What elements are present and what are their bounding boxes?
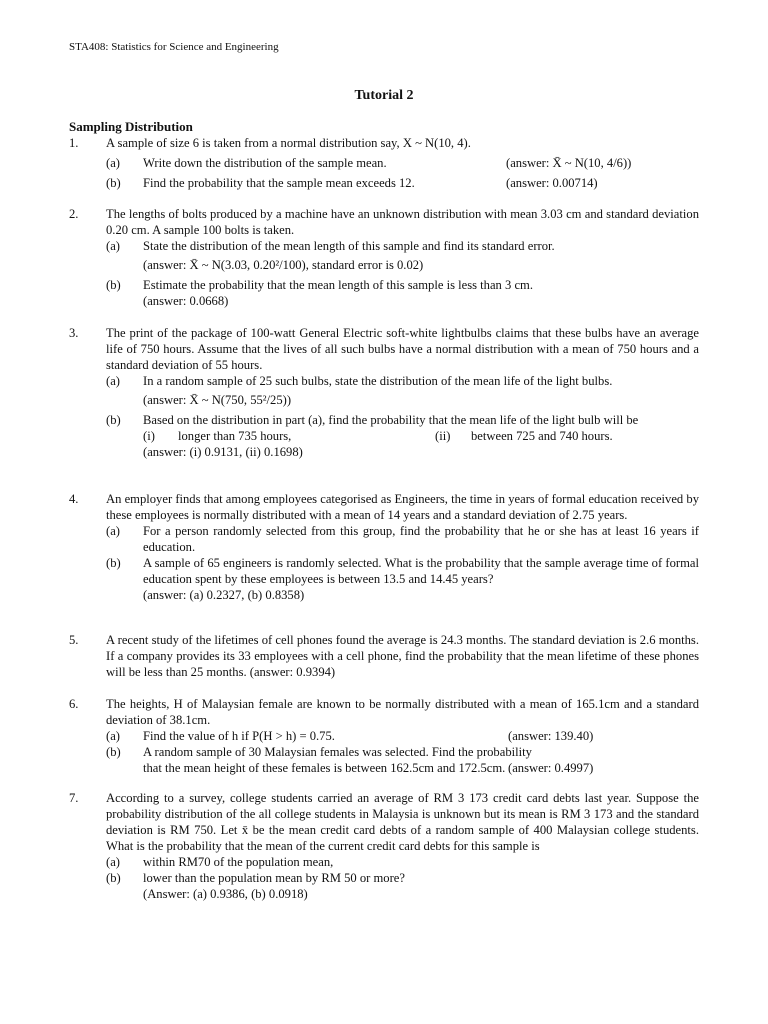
part-b: (b) Estimate the probability that the mean length of this sample is less than 3 cm. bbox=[106, 278, 533, 292]
part-b-text: A random sample of 30 Malaysian females was selected. Find the probability that the mean height of these females is between 162.5cm and 172.5cm. bbox=[143, 745, 532, 775]
question-text: The heights, H of Malaysian female are known to be normally distributed with a mean of 165.1cm and a standard deviation of 38.1cm. bbox=[106, 697, 699, 727]
question-6 bbox=[69, 696, 699, 776]
part-b: (b) A random sample of 30 Malaysian females was selected. Find the probability that the mean height of these females is between 162.5cm and 172.5cm. (answer: 0.4997) bbox=[106, 745, 594, 775]
part-b: (b) lower than the population mean by RM 50 or more? bbox=[106, 871, 405, 885]
part-a: (a) Write down the distribution of the sample mean. (answer: X̄ ~ N(10, 4/6)) bbox=[106, 156, 632, 170]
question-7 bbox=[69, 790, 699, 902]
course-header: STA408: Statistics for Science and Engineering bbox=[69, 41, 279, 53]
part-a-text: In a random sample of 25 such bulbs, state the distribution of the mean life of the light bulbs. bbox=[143, 374, 613, 388]
part-a-answer: (answer: X̄ ~ N(750, 55²/25)) bbox=[143, 393, 292, 407]
part-a: (a) within RM70 of the population mean, bbox=[106, 855, 334, 869]
part-b-subparts: (i) longer than 735 hours, (ii) between 725 and 740 hours. bbox=[143, 429, 613, 443]
subpart-i-text: longer than 735 hours, bbox=[178, 429, 292, 443]
question-text: According to a survey, college students carried an average of RM 3 173 credit card debts last year. Suppose the probability distribution of the all college students in Malaysia is unknown but its mean is RM 3 173 and the standard deviation is RM 750. Let x̄ be the mean credit card debts of a random sample of 400 Malaysian college students. What is the probability that the mean of the current credit card debts for this sample is bbox=[106, 791, 699, 853]
question-2 bbox=[69, 206, 699, 309]
question-number: 6. bbox=[69, 697, 79, 711]
part-a-text: Find the value of h if P(H > h) = 0.75. bbox=[143, 729, 335, 743]
question-number: 5. bbox=[69, 633, 79, 647]
part-a: (a) State the distribution of the mean length of this sample and find its standard error. bbox=[106, 239, 555, 253]
part-a-answer: (answer: X̄ ~ N(10, 4/6)) bbox=[506, 156, 632, 170]
part-b: (b) Find the probability that the sample mean exceeds 12. (answer: 0.00714) bbox=[106, 176, 598, 190]
part-a: (a) In a random sample of 25 such bulbs, state the distribution of the mean life of the light bulbs. bbox=[106, 374, 613, 388]
section-heading: Sampling Distribution bbox=[69, 119, 193, 134]
part-b-text: Based on the distribution in part (a), find the probability that the mean life of the light bulb will be bbox=[143, 413, 639, 427]
part-b-answer: (answer: 0.4997) bbox=[508, 761, 594, 775]
question-number: 4. bbox=[69, 492, 79, 506]
part-b-text: Estimate the probability that the mean length of this sample is less than 3 cm. bbox=[143, 278, 533, 292]
part-b-text: lower than the population mean by RM 50 or more? bbox=[143, 871, 405, 885]
question-number: 1. bbox=[69, 136, 79, 150]
answer: (answer: (a) 0.2327, (b) 0.8358) bbox=[143, 588, 305, 602]
question-number: 3. bbox=[69, 326, 79, 340]
question-text: The print of the package of 100-watt General Electric soft-white lightbulbs claims that these bulbs have an average life of 750 hours. Assume that the lives of all such bulbs have a normal distribution with a mean of 750 hours and a standard deviation of 55 hours. bbox=[106, 326, 699, 372]
part-b-text: A sample of 65 engineers is randomly selected. What is the probability that the sample average time of formal education spent by these employees is between 13.5 and 14.45 years? bbox=[143, 556, 699, 586]
part-a: (a) Find the value of h if P(H > h) = 0.75. (answer: 139.40) bbox=[106, 729, 594, 743]
question-1 bbox=[69, 135, 699, 191]
part-b-answer: (answer: (i) 0.9131, (ii) 0.1698) bbox=[143, 445, 303, 459]
part-b-answer: (answer: 0.00714) bbox=[506, 176, 598, 190]
question-number: 7. bbox=[69, 791, 79, 805]
part-a: (a) For a person randomly selected from this group, find the probability that he or she has at least 16 years if education. bbox=[106, 524, 699, 554]
question-4 bbox=[69, 491, 699, 603]
question-text: An employer finds that among employees categorised as Engineers, the time in years of formal education received by these employees is normally distributed with a mean of 14 years and a standard deviation of 2.75 years. bbox=[106, 492, 699, 522]
part-b-text: Find the probability that the sample mean exceeds 12. bbox=[143, 176, 415, 190]
part-b: (b) A sample of 65 engineers is randomly selected. What is the probability that the sample average time of formal education spent by these employees is between 13.5 and 14.45 years? bbox=[106, 556, 699, 586]
part-a-text: For a person randomly selected from this group, find the probability that he or she has at least 16 years if education. bbox=[143, 524, 699, 554]
question-text: A sample of size 6 is taken from a normal distribution say, X ~ N(10, 4). bbox=[106, 136, 471, 150]
question-text: A recent study of the lifetimes of cell phones found the average is 24.3 months. The standard deviation is 2.6 months. If a company provides its 33 employees with a cell phone, find the probability that the mean lifetime of these phones will be less than 25 months. (answer: 0.9394) bbox=[106, 633, 699, 679]
subpart-ii-text: between 725 and 740 hours. bbox=[471, 429, 613, 443]
part-b-answer: (answer: 0.0668) bbox=[143, 294, 229, 308]
question-5 bbox=[69, 632, 699, 680]
part-a-text: Write down the distribution of the sample mean. bbox=[143, 156, 387, 170]
question-number: 2. bbox=[69, 207, 79, 221]
part-a-answer: (answer: 139.40) bbox=[508, 729, 594, 743]
answer: (Answer: (a) 0.9386, (b) 0.0918) bbox=[143, 887, 308, 901]
part-a-answer: (answer: X̄ ~ N(3.03, 0.20²/100), standard error is 0.02) bbox=[143, 258, 424, 272]
part-b: (b) Based on the distribution in part (a), find the probability that the mean life of the light bulb will be bbox=[106, 413, 639, 427]
question-text: The lengths of bolts produced by a machine have an unknown distribution with mean 3.03 cm and standard deviation 0.20 cm. A sample 100 bolts is taken. bbox=[106, 207, 699, 237]
page-title: Tutorial 2 bbox=[354, 88, 414, 103]
part-a-text: within RM70 of the population mean, bbox=[143, 855, 334, 869]
question-3 bbox=[69, 325, 699, 460]
part-a-text: State the distribution of the mean length of this sample and find its standard error. bbox=[143, 239, 555, 253]
